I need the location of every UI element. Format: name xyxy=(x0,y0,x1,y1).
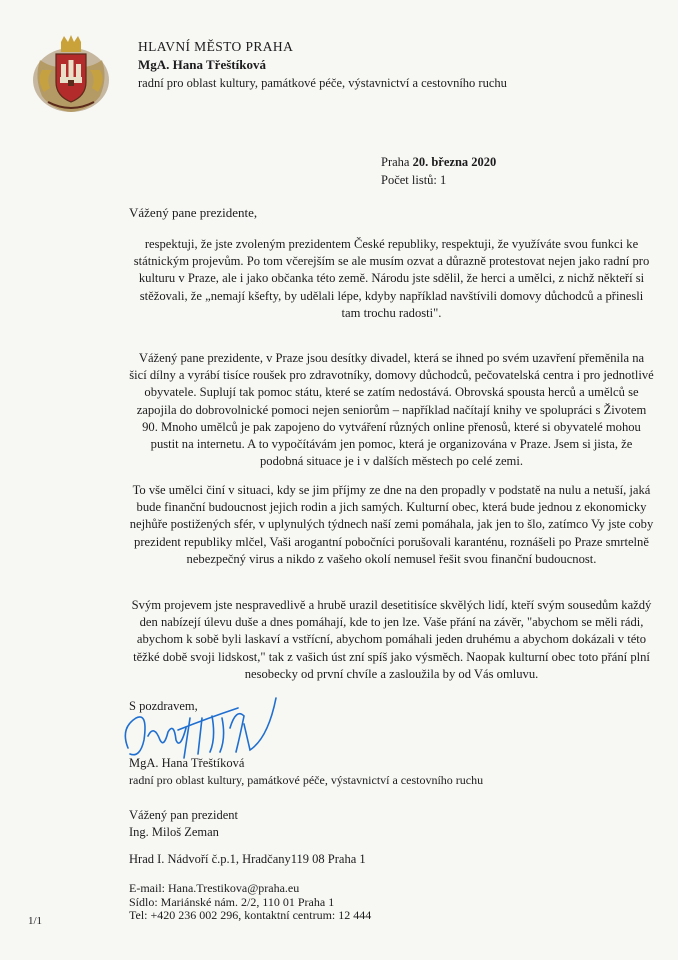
contact-block xyxy=(129,882,371,923)
body-paragraph-3: To vše umělci činí v situaci, kdy se jim příjmy ze dne na den propadly v podstatě na nulu a netuší, jaká bude finanční budoucnost jejich rodin a jich samých. Kulturní obec, která bude jednou z ekonomicky nejhůře postižených sfér, v uplynulých týdnech naší zemi pomáhala, jak jen to šlo, zatímco Vy jste coby prezident republiky mlčel, Vaši arogantní pobočníci porušovali karanténu, roznášeli po Praze smrtelně nebezpečný virus a nikdo z vašeho okolí nemusel řešit svou finanční budoucnost. xyxy=(129,483,654,566)
date-block xyxy=(381,153,496,189)
recipient-address: Hrad I. Nádvoří č.p.1, Hradčany119 08 Praha 1 xyxy=(129,852,366,866)
contact-phone: Tel: +420 236 002 296, kontaktní centrum: 12 444 xyxy=(129,908,372,922)
closing: S pozdravem, xyxy=(129,699,198,713)
city-title: HLAVNÍ MĚSTO PRAHA xyxy=(138,39,294,54)
letterhead xyxy=(138,38,507,92)
sender-role: radní pro oblast kultury, památkové péče, výstavnictví a cestovního ruchu xyxy=(138,76,507,90)
recipient-name: Ing. Miloš Zeman xyxy=(129,825,219,839)
signer-role: radní pro oblast kultury, památkové péče, výstavnictví a cestovního ruchu xyxy=(129,773,484,787)
date-place: Praha xyxy=(381,155,410,169)
date-value: 20. března 2020 xyxy=(412,155,497,169)
signer-name: MgA. Hana Třeštíková xyxy=(129,756,245,770)
sender-name: MgA. Hana Třeštíková xyxy=(138,57,266,72)
date-line xyxy=(381,153,496,171)
body-paragraph-4: Svým projevem jste nespravedlivě a hrubě urazil desetitisíce skvělých lidí, kteří svým sousedům každý den nabízejí úlevu duše a dnes pomáhají, kde to jen lze. Vaše přání na závěr, "abychom se měli rádi, abychom k sobě byli laskaví a vstřícní, abychom pomáhali jeden druhému a abychom dokázali v této těžké době svoji lidskost," tak z vašich úst zní spíš jako výsměch. Naopak kulturní obec toto přání plní nesobecky od první chvíle a zasloužila by od Vás omluvu. xyxy=(131,598,652,681)
contact-office: Sídlo: Mariánské nám. 2/2, 110 01 Praha 1 xyxy=(129,894,335,909)
body-paragraph-1: respektuji, že jste zvoleným prezidentem České republiky, respektuji, že využíváte svou funkci ke státnickým projevům. Po tom včerejším se ale musím ozvat a důrazně protestovat nejen jako radní pro kulturu v Praze, ale i jako občanka této země. Národu jste sdělil, že herci a umělci, z nichž někteří si stěžovali, že „nemají kšefty, by udělali lépe, kdyby například navštívili domovy důchodců a přinesli tam trochu radosti". xyxy=(133,237,650,320)
salutation: Vážený pane prezidente, xyxy=(129,205,258,220)
pages-label: Počet listů: xyxy=(381,173,437,187)
page-number: 1/1 xyxy=(28,915,43,927)
contact-email: E-mail: Hana.Trestikova@praha.eu xyxy=(129,881,300,895)
body-paragraph-2: Vážený pane prezidente, v Praze jsou desítky divadel, která se ihned po svém uzavření přeměnila na šicí dílny a vyrábí tisíce roušek pro zdravotníky, domovy důchodců, pečovatelská centra i pro jednotlivé obyvatele. Suplují tak pomoc státu, které se zatím nedostává. Obrovská spousta herců a umělců se zapojila do dobrovolnické pomoci nejen seniorům – například načítají knihy ve spolupráci s Životem 90. Mnoho umělců je pak zapojeno do vytváření různých online přenosů, které si obyvatelé mohou pustit na internetu. A to vypočítávám jen pomoc, která je organizována v Praze. Jsem si jista, že podobná situace je i v dalších městech po celé zemi. xyxy=(129,351,654,469)
prague-coat-of-arms-logo xyxy=(28,30,114,116)
signer-block xyxy=(129,755,483,789)
recipient-salutation: Vážený pan prezident xyxy=(129,808,238,822)
pages-line xyxy=(381,171,496,189)
recipient-block xyxy=(129,807,366,868)
pages-value: 1 xyxy=(440,173,447,187)
